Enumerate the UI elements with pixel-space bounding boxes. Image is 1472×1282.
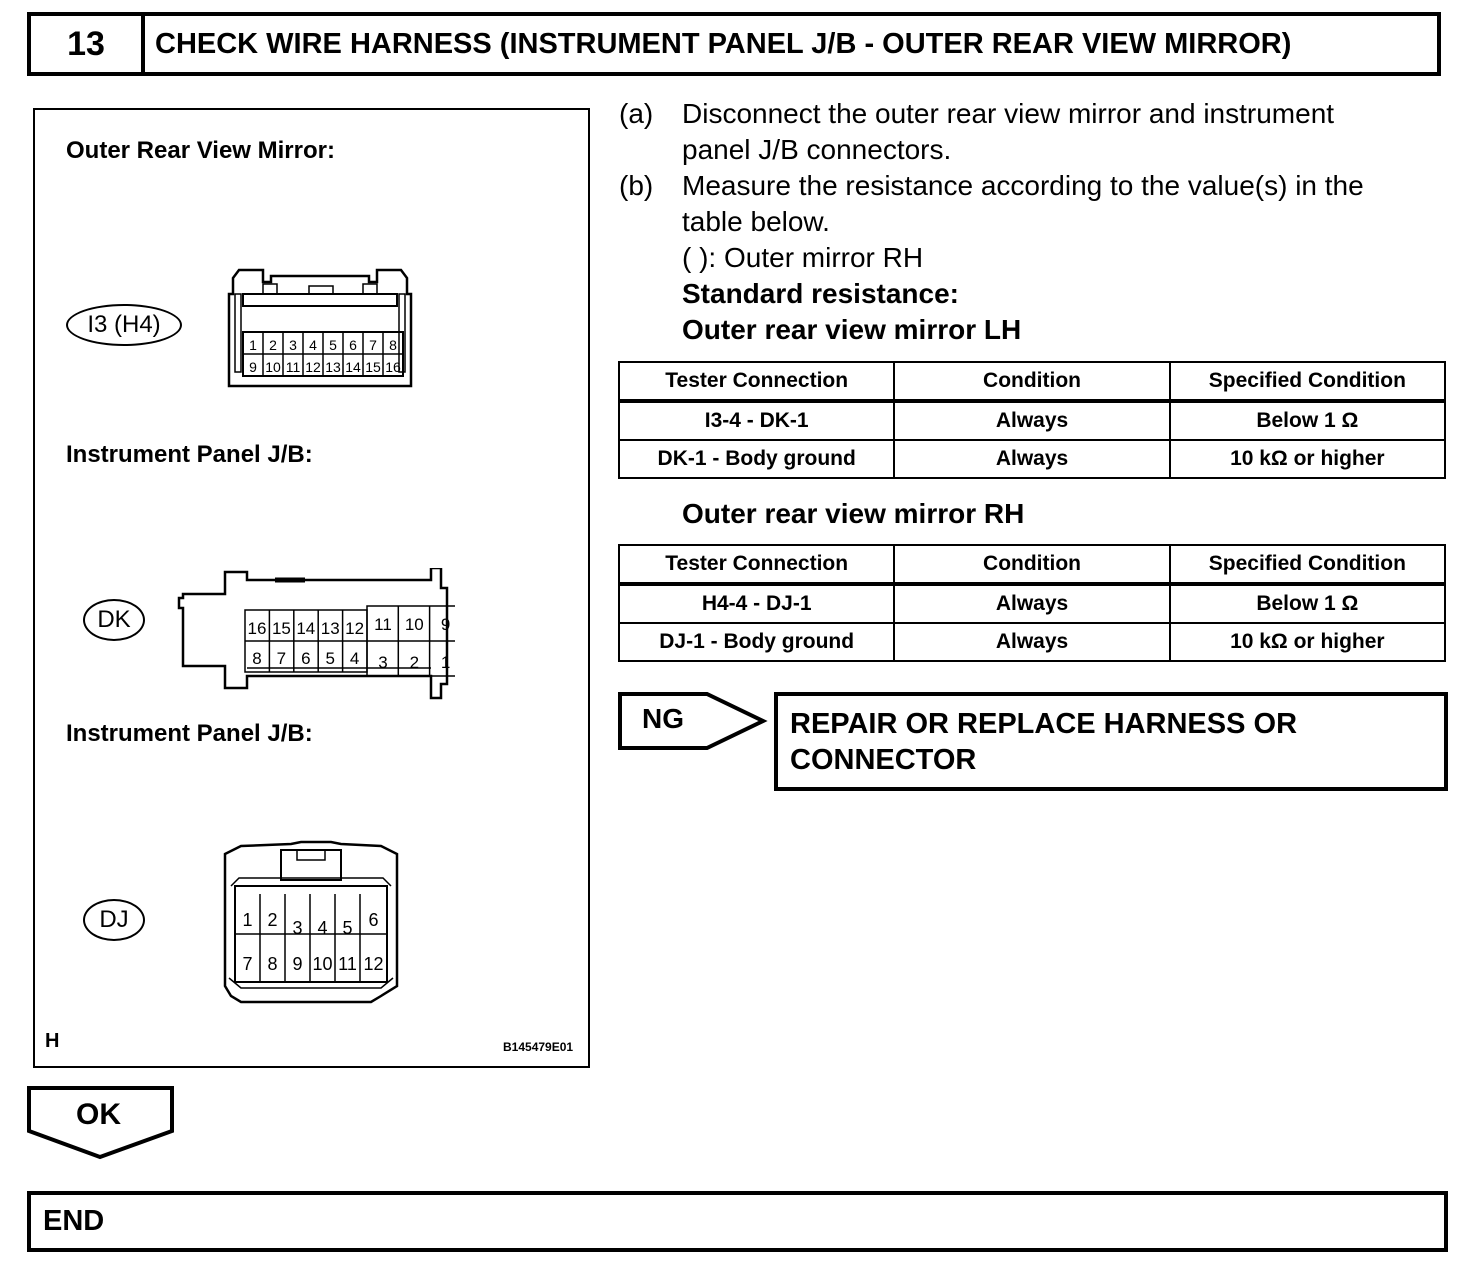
table-row — [619, 440, 1445, 478]
connector-pin: 6 — [349, 337, 357, 353]
connector-id-dk: DK — [83, 599, 145, 641]
connector-pin: 8 — [267, 954, 278, 974]
rh-note: ( ): Outer mirror RH — [682, 242, 924, 273]
connector-pin: 4 — [309, 337, 317, 353]
connector-pin: 7 — [242, 954, 253, 974]
connector-pin: 1 — [242, 910, 253, 930]
table-cell: H4-4 - DJ-1 — [619, 584, 894, 623]
connector-pin: 8 — [389, 337, 397, 353]
connector-pin: 10 — [265, 359, 281, 375]
table-cell: Always — [894, 440, 1169, 478]
connector-pin: 7 — [276, 649, 287, 668]
figure-id: B145479E01 — [503, 1040, 574, 1054]
connector-pin: 14 — [345, 359, 361, 375]
connector-pin: 13 — [320, 619, 340, 638]
connector-pin: 3 — [289, 337, 297, 353]
connector-pin: 4 — [349, 649, 360, 668]
connector-figure — [33, 108, 590, 1068]
ok-label[interactable]: OK — [76, 1098, 121, 1131]
figure-corner-letter: H — [45, 1030, 60, 1052]
jb-connector-label-1: Instrument Panel J/B: — [66, 441, 313, 468]
connector-pin: 4 — [317, 918, 328, 938]
connector-pin: 3 — [378, 653, 388, 672]
table-cell: I3-4 - DK-1 — [619, 401, 894, 440]
connector-pin: 6 — [301, 649, 311, 668]
end-label: END — [43, 1205, 105, 1237]
resistance-table-lh — [618, 361, 1446, 479]
dj-connector-diagram — [221, 838, 401, 1006]
connector-pin: 5 — [325, 649, 335, 668]
table-cell: Always — [894, 623, 1169, 661]
connector-pin: 5 — [329, 337, 337, 353]
ng-action-line-2: CONNECTOR — [790, 744, 977, 776]
connector-pin: 12 — [345, 619, 365, 638]
connector-pin: 2 — [267, 910, 278, 930]
dk-connector-diagram — [175, 568, 455, 700]
ng-action-box[interactable] — [774, 692, 1448, 791]
end-box — [27, 1191, 1448, 1252]
step-a-line-1: Disconnect the outer rear view mirror and instrument — [682, 98, 1335, 129]
connector-pin: 12 — [305, 359, 321, 375]
ng-label[interactable]: NG — [642, 703, 684, 734]
step-a-line-2: panel J/B connectors. — [682, 134, 952, 165]
connector-pin: 15 — [365, 359, 381, 375]
connector-pin: 3 — [292, 918, 303, 938]
step-b-label: (b) — [619, 170, 654, 201]
jb-connector-label-2: Instrument Panel J/B: — [66, 720, 313, 747]
rh-table-heading: Outer rear view mirror RH — [682, 498, 1025, 529]
i3-connector-diagram — [223, 264, 423, 394]
step-b-line-1: Measure the resistance according to the value(s) in the — [682, 170, 1364, 201]
connector-pin: 8 — [252, 649, 262, 668]
ng-arrow[interactable] — [617, 691, 769, 751]
rh-header-tester: Tester Connection — [619, 545, 894, 584]
rh-header-specified: Specified Condition — [1170, 545, 1445, 584]
lh-header-tester: Tester Connection — [619, 362, 894, 401]
connector-pin: 11 — [338, 954, 357, 974]
table-cell: 10 kΩ or higher — [1170, 440, 1445, 478]
connector-pin: 12 — [363, 954, 384, 974]
table-cell: Always — [894, 584, 1169, 623]
lh-header-condition: Condition — [894, 362, 1169, 401]
table-cell: DK-1 - Body ground — [619, 440, 894, 478]
connector-pin: 16 — [385, 359, 401, 375]
table-row — [619, 623, 1445, 661]
instructions — [619, 96, 1439, 356]
connector-pin: 1 — [440, 653, 451, 672]
connector-pin: 1 — [249, 337, 257, 353]
table-row — [619, 401, 1445, 440]
connector-id-i3: I3 (H4) — [66, 304, 182, 346]
connector-pin: 10 — [404, 615, 424, 634]
connector-pin: 13 — [325, 359, 341, 375]
connector-pin: 9 — [249, 359, 257, 375]
connector-id-dj: DJ — [83, 899, 145, 941]
table-row — [619, 584, 1445, 623]
connector-pin: 10 — [312, 954, 333, 974]
connector-pin: 6 — [368, 910, 379, 930]
standard-resistance-label: Standard resistance: — [682, 278, 959, 309]
mirror-connector-label: Outer Rear View Mirror: — [66, 137, 335, 164]
lh-header-specified: Specified Condition — [1170, 362, 1445, 401]
table-cell: 10 kΩ or higher — [1170, 623, 1445, 661]
table-cell: Below 1 Ω — [1170, 401, 1445, 440]
step-a-label: (a) — [619, 98, 654, 129]
ng-action-line-1: REPAIR OR REPLACE HARNESS OR — [790, 708, 1298, 740]
connector-pin: 9 — [292, 954, 303, 974]
connector-pin: 14 — [296, 619, 316, 638]
step-header — [27, 12, 1441, 76]
table-cell: Below 1 Ω — [1170, 584, 1445, 623]
rh-header-condition: Condition — [894, 545, 1169, 584]
connector-pin: 11 — [285, 359, 301, 375]
lh-table-heading: Outer rear view mirror LH — [682, 314, 1022, 345]
step-number: 13 — [31, 16, 145, 72]
step-b-line-2: table below. — [682, 206, 830, 237]
connector-pin: 16 — [247, 619, 267, 638]
table-cell: DJ-1 - Body ground — [619, 623, 894, 661]
step-title: CHECK WIRE HARNESS (INSTRUMENT PANEL J/B - OUTER REAR VIEW MIRROR) — [155, 27, 1292, 60]
connector-pin: 15 — [271, 619, 291, 638]
connector-pin: 11 — [374, 615, 392, 634]
connector-pin: 2 — [269, 337, 277, 353]
connector-pin: 7 — [369, 337, 377, 353]
connector-pin: 5 — [342, 918, 353, 938]
table-cell: Always — [894, 401, 1169, 440]
resistance-table-rh — [618, 544, 1446, 662]
connector-pin: 9 — [440, 615, 451, 634]
connector-pin: 2 — [409, 653, 420, 672]
